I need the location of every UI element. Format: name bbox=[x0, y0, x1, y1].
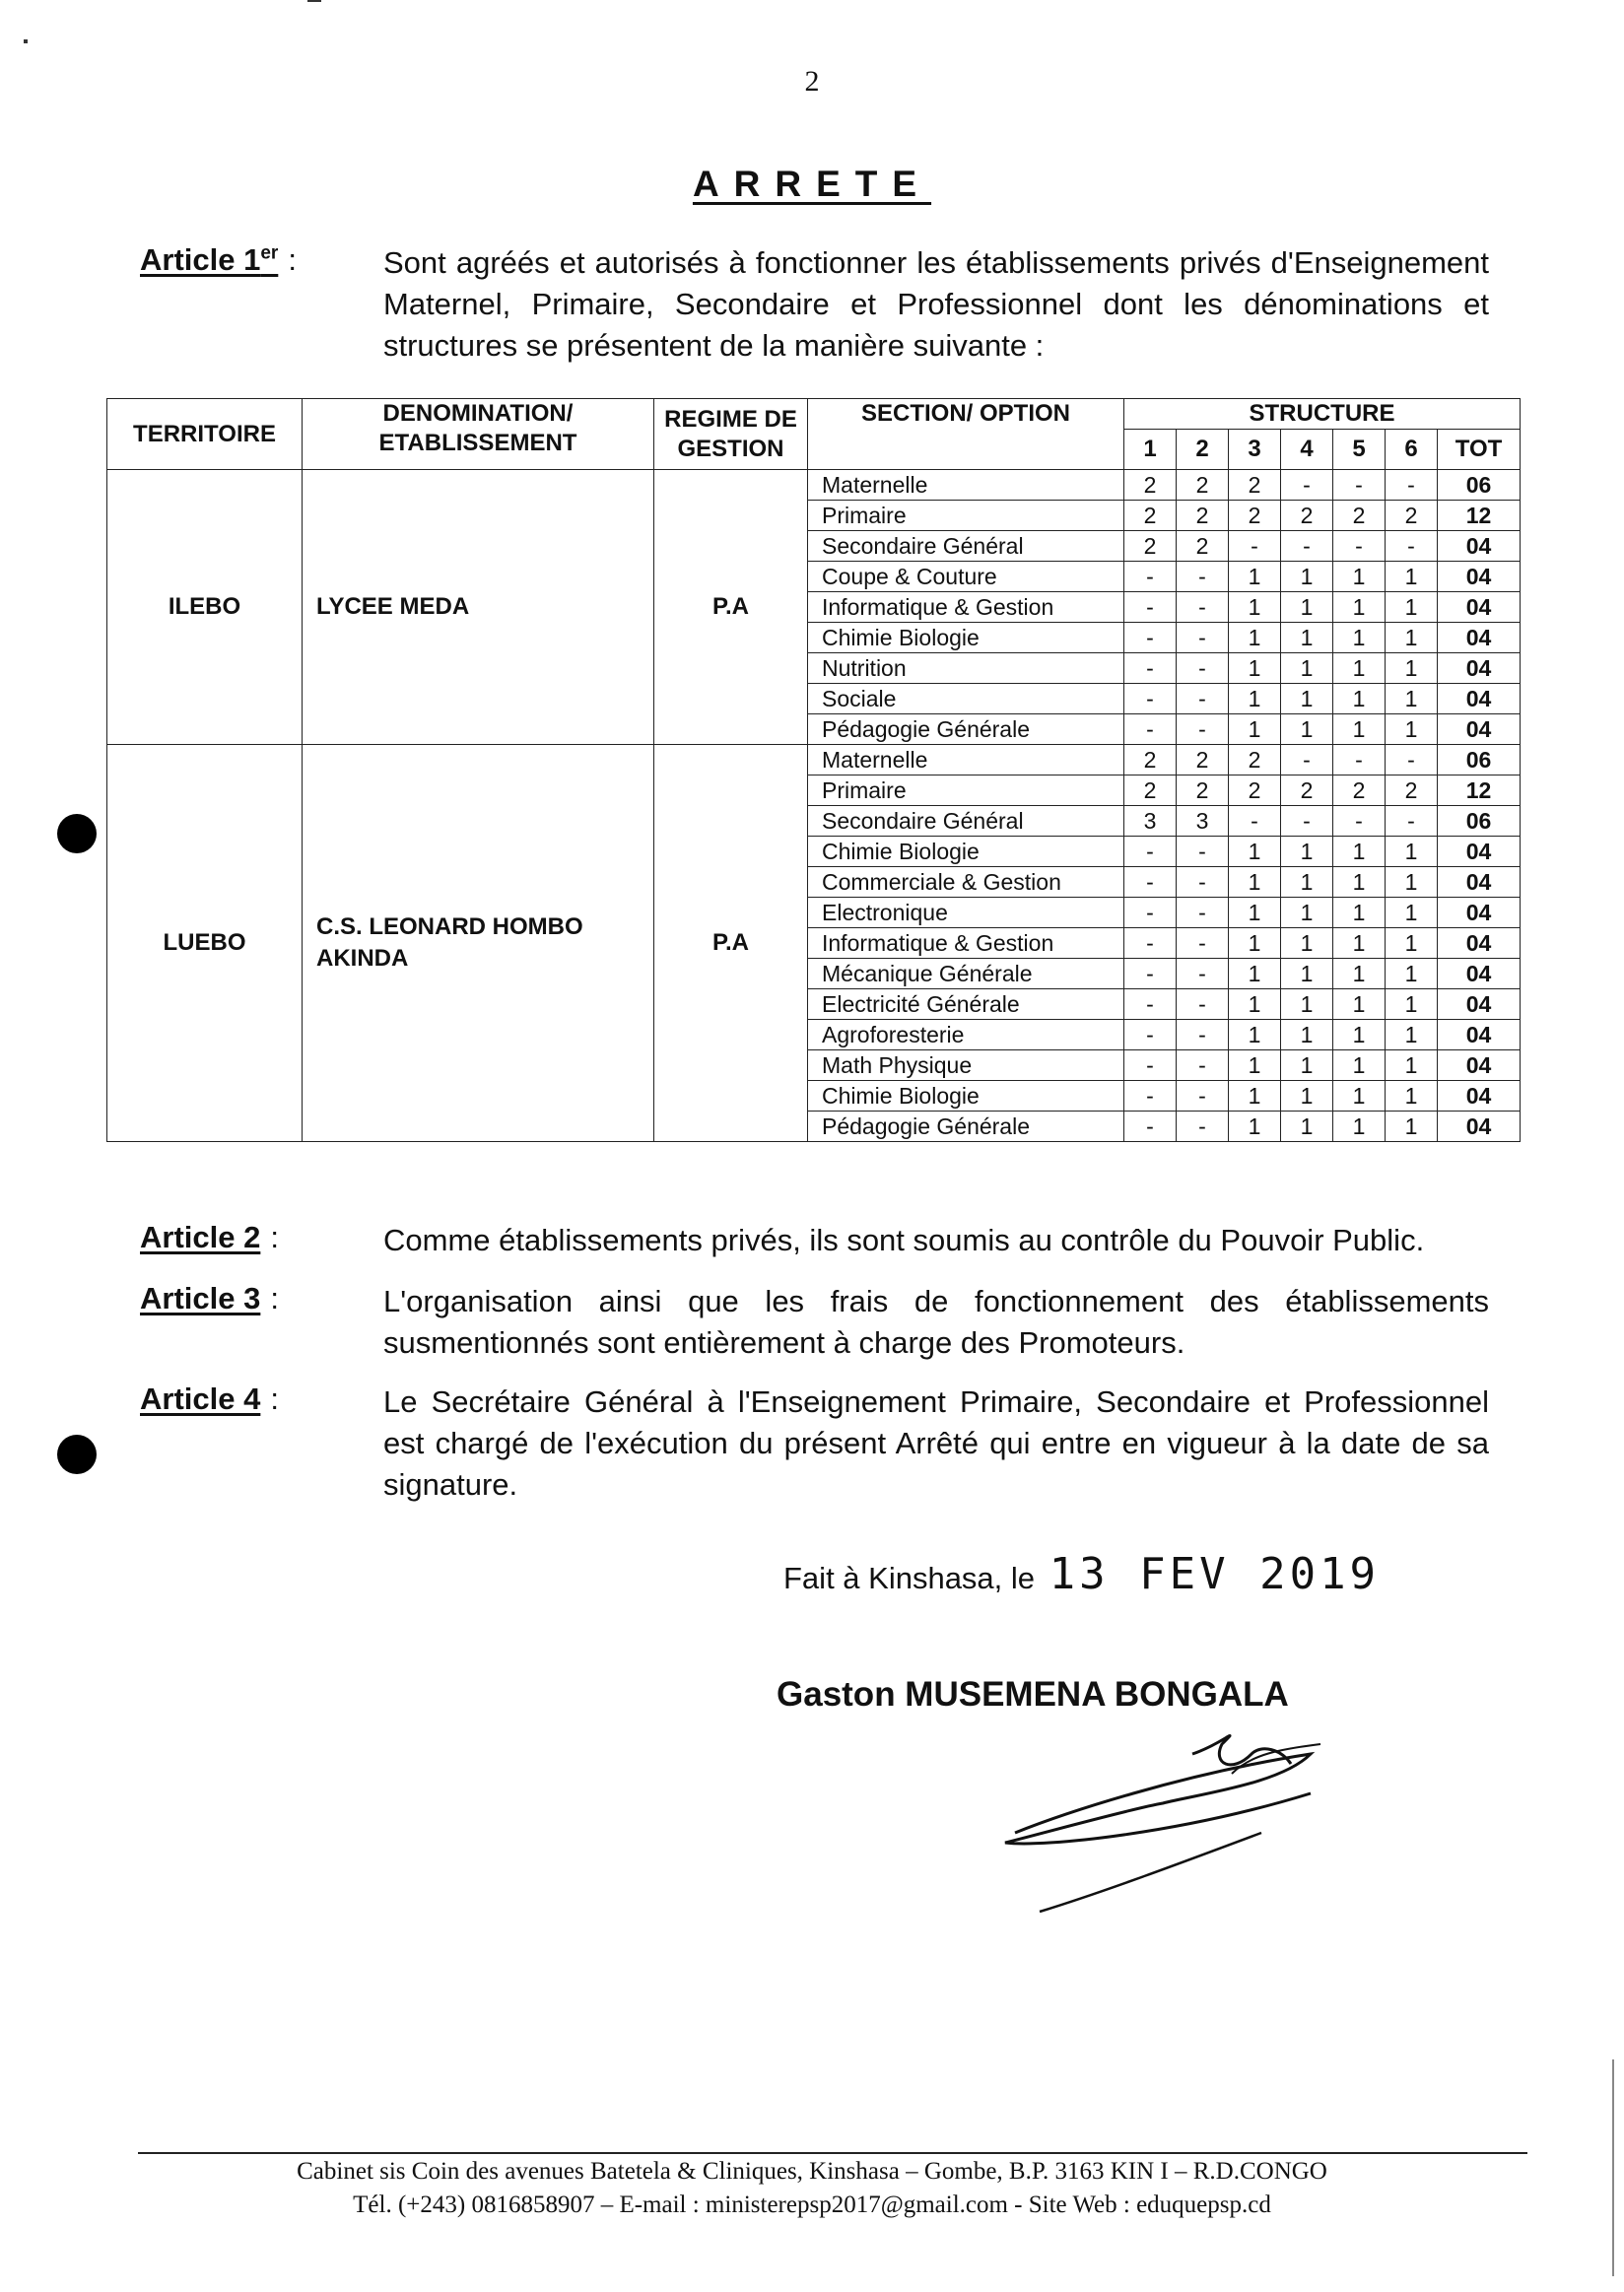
structure-cell-2: 2 bbox=[1177, 531, 1229, 562]
structure-cell-3: 1 bbox=[1229, 653, 1281, 684]
structure-cell-1: 2 bbox=[1124, 470, 1177, 501]
header-denomination: DENOMINATION/ ETABLISSEMENT bbox=[303, 399, 654, 470]
closing-place: Fait à Kinshasa, le bbox=[783, 1561, 1036, 1595]
punch-hole-mark bbox=[57, 1435, 97, 1474]
article-2-label-text: Article 2 bbox=[140, 1220, 261, 1254]
structure-cell-6: - bbox=[1386, 745, 1438, 775]
option-cell: Informatique & Gestion bbox=[808, 592, 1124, 623]
structure-cell-4: 1 bbox=[1281, 1081, 1333, 1112]
structure-cell-5: 1 bbox=[1333, 1020, 1386, 1050]
structure-cell-3: 1 bbox=[1229, 867, 1281, 898]
structure-cell-5: 1 bbox=[1333, 592, 1386, 623]
total-cell: 06 bbox=[1438, 806, 1521, 837]
structure-cell-1: 2 bbox=[1124, 745, 1177, 775]
structure-cell-1: 2 bbox=[1124, 775, 1177, 806]
structure-cell-4: 1 bbox=[1281, 562, 1333, 592]
structure-cell-4: - bbox=[1281, 806, 1333, 837]
structure-cell-5: - bbox=[1333, 745, 1386, 775]
structure-cell-2: - bbox=[1177, 714, 1229, 745]
structure-cell-1: - bbox=[1124, 1020, 1177, 1050]
structure-cell-4: 2 bbox=[1281, 501, 1333, 531]
total-cell: 04 bbox=[1438, 898, 1521, 928]
article-3-label bbox=[140, 1281, 279, 1316]
structure-cell-4: 1 bbox=[1281, 837, 1333, 867]
structure-cell-6: 1 bbox=[1386, 1020, 1438, 1050]
denomination-cell: LYCEE MEDA bbox=[303, 470, 654, 745]
option-cell: Maternelle bbox=[808, 745, 1124, 775]
total-cell: 04 bbox=[1438, 1050, 1521, 1081]
article-3-text: L'organisation ainsi que les frais de fonctionnement des établissements susmentionnés sont entièrement à charge des Promoteurs. bbox=[383, 1284, 1489, 1360]
structure-cell-5: 1 bbox=[1333, 928, 1386, 959]
header-col-2: 2 bbox=[1177, 430, 1229, 470]
structure-cell-6: 1 bbox=[1386, 928, 1438, 959]
structure-cell-4: 1 bbox=[1281, 714, 1333, 745]
article-2-label bbox=[140, 1220, 279, 1255]
structure-cell-1: - bbox=[1124, 989, 1177, 1020]
structure-cell-1: - bbox=[1124, 653, 1177, 684]
structure-cell-4: - bbox=[1281, 531, 1333, 562]
structure-cell-2: - bbox=[1177, 592, 1229, 623]
structure-table-body bbox=[107, 470, 1521, 1142]
signer-name: Gaston MUSEMENA BONGALA bbox=[777, 1675, 1289, 1714]
structure-cell-1: - bbox=[1124, 1081, 1177, 1112]
structure-cell-2: - bbox=[1177, 837, 1229, 867]
structure-cell-3: 2 bbox=[1229, 775, 1281, 806]
article-2-text: Comme établissements privés, ils sont soumis au contrôle du Pouvoir Public. bbox=[383, 1223, 1425, 1257]
structure-cell-6: 1 bbox=[1386, 1112, 1438, 1142]
structure-cell-4: 1 bbox=[1281, 623, 1333, 653]
structure-cell-6: 1 bbox=[1386, 592, 1438, 623]
header-regime: REGIME DE GESTION bbox=[654, 399, 808, 470]
structure-cell-1: - bbox=[1124, 898, 1177, 928]
scan-speck bbox=[24, 39, 28, 43]
table-row bbox=[107, 745, 1521, 775]
structure-cell-1: - bbox=[1124, 867, 1177, 898]
total-cell: 04 bbox=[1438, 1081, 1521, 1112]
option-cell: Primaire bbox=[808, 775, 1124, 806]
option-cell: Maternelle bbox=[808, 470, 1124, 501]
structure-cell-2: - bbox=[1177, 1112, 1229, 1142]
territoire-cell: ILEBO bbox=[107, 470, 303, 745]
structure-cell-1: - bbox=[1124, 1112, 1177, 1142]
option-cell: Electricité Générale bbox=[808, 989, 1124, 1020]
structure-cell-4: 1 bbox=[1281, 928, 1333, 959]
structure-cell-5: 1 bbox=[1333, 1050, 1386, 1081]
total-cell: 04 bbox=[1438, 531, 1521, 562]
structure-cell-3: 1 bbox=[1229, 898, 1281, 928]
article-4-label-text: Article 4 bbox=[140, 1382, 261, 1416]
structure-cell-6: - bbox=[1386, 470, 1438, 501]
structure-cell-1: - bbox=[1124, 592, 1177, 623]
handwritten-signature bbox=[985, 1715, 1360, 1931]
total-cell: 06 bbox=[1438, 470, 1521, 501]
header-col-4: 4 bbox=[1281, 430, 1333, 470]
structure-cell-2: - bbox=[1177, 989, 1229, 1020]
structure-cell-4: 1 bbox=[1281, 653, 1333, 684]
total-cell: 04 bbox=[1438, 867, 1521, 898]
structure-cell-3: 1 bbox=[1229, 1050, 1281, 1081]
article-4-colon: : bbox=[270, 1382, 279, 1416]
structure-cell-5: 1 bbox=[1333, 562, 1386, 592]
structure-cell-5: 1 bbox=[1333, 898, 1386, 928]
option-cell: Pédagogie Générale bbox=[808, 1112, 1124, 1142]
structure-cell-3: 1 bbox=[1229, 959, 1281, 989]
structure-table-wrapper bbox=[106, 398, 1520, 1142]
header-col-3: 3 bbox=[1229, 430, 1281, 470]
structure-cell-2: - bbox=[1177, 1050, 1229, 1081]
structure-cell-5: - bbox=[1333, 806, 1386, 837]
option-cell: Chimie Biologie bbox=[808, 837, 1124, 867]
total-cell: 04 bbox=[1438, 562, 1521, 592]
article-2-colon: : bbox=[270, 1220, 279, 1254]
structure-cell-4: 2 bbox=[1281, 775, 1333, 806]
structure-cell-1: 2 bbox=[1124, 531, 1177, 562]
structure-cell-3: 1 bbox=[1229, 684, 1281, 714]
structure-cell-1: 2 bbox=[1124, 501, 1177, 531]
structure-cell-4: 1 bbox=[1281, 1112, 1333, 1142]
title-text: ARRETE bbox=[692, 164, 932, 204]
option-cell: Commerciale & Gestion bbox=[808, 867, 1124, 898]
structure-cell-3: 1 bbox=[1229, 623, 1281, 653]
total-cell: 04 bbox=[1438, 592, 1521, 623]
article-1-label-text: Article 1 bbox=[140, 242, 261, 277]
structure-cell-2: - bbox=[1177, 867, 1229, 898]
structure-cell-6: 2 bbox=[1386, 501, 1438, 531]
structure-cell-2: - bbox=[1177, 898, 1229, 928]
structure-cell-4: 1 bbox=[1281, 867, 1333, 898]
total-cell: 04 bbox=[1438, 928, 1521, 959]
option-cell: Sociale bbox=[808, 684, 1124, 714]
structure-cell-3: 1 bbox=[1229, 1081, 1281, 1112]
structure-cell-3: 1 bbox=[1229, 1112, 1281, 1142]
structure-cell-4: - bbox=[1281, 745, 1333, 775]
structure-cell-6: 1 bbox=[1386, 562, 1438, 592]
total-cell: 04 bbox=[1438, 623, 1521, 653]
option-cell: Chimie Biologie bbox=[808, 623, 1124, 653]
closing-line bbox=[783, 1549, 1380, 1599]
total-cell: 04 bbox=[1438, 989, 1521, 1020]
option-cell: Primaire bbox=[808, 501, 1124, 531]
structure-cell-5: - bbox=[1333, 531, 1386, 562]
option-cell: Mécanique Générale bbox=[808, 959, 1124, 989]
total-cell: 04 bbox=[1438, 959, 1521, 989]
structure-cell-3: 1 bbox=[1229, 837, 1281, 867]
structure-cell-2: - bbox=[1177, 623, 1229, 653]
option-cell: Coupe & Couture bbox=[808, 562, 1124, 592]
structure-cell-4: 1 bbox=[1281, 959, 1333, 989]
structure-cell-5: 2 bbox=[1333, 775, 1386, 806]
structure-cell-5: 1 bbox=[1333, 653, 1386, 684]
structure-cell-1: - bbox=[1124, 684, 1177, 714]
structure-cell-6: 1 bbox=[1386, 623, 1438, 653]
structure-cell-2: - bbox=[1177, 653, 1229, 684]
total-cell: 06 bbox=[1438, 745, 1521, 775]
structure-cell-1: - bbox=[1124, 928, 1177, 959]
header-structure: STRUCTURE bbox=[1124, 399, 1521, 430]
structure-cell-5: 2 bbox=[1333, 501, 1386, 531]
regime-cell: P.A bbox=[654, 745, 808, 1142]
structure-cell-2: - bbox=[1177, 562, 1229, 592]
structure-cell-5: 1 bbox=[1333, 959, 1386, 989]
article-1-text: Sont agréés et autorisés à fonctionner les établissements privés d'Enseignement Maternel, Primaire, Secondaire et Professionnel dont les dénominations et structures se présentent de la manière suivante : bbox=[383, 245, 1489, 363]
structure-cell-6: 2 bbox=[1386, 775, 1438, 806]
structure-cell-4: 1 bbox=[1281, 684, 1333, 714]
article-4-text: Le Secrétaire Général à l'Enseignement Primaire, Secondaire et Professionnel est chargé de l'exécution du présent Arrêté qui entre en vigueur à la date de sa signature. bbox=[383, 1384, 1489, 1502]
structure-cell-4: - bbox=[1281, 470, 1333, 501]
option-cell: Secondaire Général bbox=[808, 531, 1124, 562]
footer-contact: Tél. (+243) 0816858907 – E-mail : ministerepsp2017@gmail.com - Site Web : eduquepsp.cd bbox=[353, 2191, 1271, 2218]
structure-cell-5: 1 bbox=[1333, 989, 1386, 1020]
structure-cell-2: - bbox=[1177, 1081, 1229, 1112]
total-cell: 04 bbox=[1438, 714, 1521, 745]
structure-cell-1: - bbox=[1124, 837, 1177, 867]
header-section: SECTION/ OPTION bbox=[808, 399, 1124, 470]
total-cell: 04 bbox=[1438, 653, 1521, 684]
footer-address: Cabinet sis Coin des avenues Batetela & Cliniques, Kinshasa – Gombe, B.P. 3163 KIN I – R.D.CONGO bbox=[297, 2158, 1327, 2185]
structure-cell-5: 1 bbox=[1333, 714, 1386, 745]
option-cell: Nutrition bbox=[808, 653, 1124, 684]
structure-cell-2: 2 bbox=[1177, 501, 1229, 531]
structure-table bbox=[106, 398, 1521, 1142]
structure-cell-6: - bbox=[1386, 806, 1438, 837]
total-cell: 12 bbox=[1438, 775, 1521, 806]
document-title bbox=[0, 164, 1624, 205]
option-cell: Pédagogie Générale bbox=[808, 714, 1124, 745]
structure-cell-2: 3 bbox=[1177, 806, 1229, 837]
structure-cell-5: 1 bbox=[1333, 867, 1386, 898]
structure-cell-1: - bbox=[1124, 1050, 1177, 1081]
structure-cell-3: - bbox=[1229, 806, 1281, 837]
structure-cell-6: 1 bbox=[1386, 867, 1438, 898]
total-cell: 04 bbox=[1438, 684, 1521, 714]
punch-hole-mark bbox=[57, 814, 97, 853]
header-col-6: 6 bbox=[1386, 430, 1438, 470]
total-cell: 04 bbox=[1438, 1112, 1521, 1142]
structure-cell-2: - bbox=[1177, 684, 1229, 714]
structure-cell-6: 1 bbox=[1386, 684, 1438, 714]
option-cell: Chimie Biologie bbox=[808, 1081, 1124, 1112]
total-cell: 04 bbox=[1438, 1020, 1521, 1050]
structure-cell-5: - bbox=[1333, 470, 1386, 501]
option-cell: Electronique bbox=[808, 898, 1124, 928]
structure-cell-2: 2 bbox=[1177, 470, 1229, 501]
structure-cell-6: 1 bbox=[1386, 959, 1438, 989]
scan-speck bbox=[307, 0, 321, 2]
territoire-cell: LUEBO bbox=[107, 745, 303, 1142]
scan-edge-line bbox=[1612, 2059, 1614, 2276]
structure-cell-1: - bbox=[1124, 959, 1177, 989]
structure-cell-1: - bbox=[1124, 623, 1177, 653]
header-territoire: TERRITOIRE bbox=[107, 399, 303, 470]
structure-cell-3: 1 bbox=[1229, 1020, 1281, 1050]
structure-cell-5: 1 bbox=[1333, 684, 1386, 714]
regime-cell: P.A bbox=[654, 470, 808, 745]
structure-cell-6: 1 bbox=[1386, 1081, 1438, 1112]
structure-cell-3: 2 bbox=[1229, 470, 1281, 501]
total-cell: 04 bbox=[1438, 837, 1521, 867]
structure-cell-3: 1 bbox=[1229, 592, 1281, 623]
structure-cell-4: 1 bbox=[1281, 592, 1333, 623]
structure-cell-2: - bbox=[1177, 1020, 1229, 1050]
structure-cell-4: 1 bbox=[1281, 989, 1333, 1020]
structure-cell-6: 1 bbox=[1386, 989, 1438, 1020]
page-number: 2 bbox=[804, 65, 820, 98]
structure-cell-1: - bbox=[1124, 562, 1177, 592]
structure-cell-4: 1 bbox=[1281, 1050, 1333, 1081]
structure-cell-6: 1 bbox=[1386, 714, 1438, 745]
option-cell: Informatique & Gestion bbox=[808, 928, 1124, 959]
structure-cell-5: 1 bbox=[1333, 837, 1386, 867]
article-1-colon: : bbox=[288, 242, 297, 277]
structure-cell-1: - bbox=[1124, 714, 1177, 745]
structure-cell-6: - bbox=[1386, 531, 1438, 562]
structure-cell-3: - bbox=[1229, 531, 1281, 562]
structure-cell-5: 1 bbox=[1333, 1112, 1386, 1142]
structure-cell-2: 2 bbox=[1177, 745, 1229, 775]
structure-cell-4: 1 bbox=[1281, 898, 1333, 928]
structure-cell-4: 1 bbox=[1281, 1020, 1333, 1050]
structure-cell-3: 2 bbox=[1229, 745, 1281, 775]
structure-cell-5: 1 bbox=[1333, 1081, 1386, 1112]
header-col-5: 5 bbox=[1333, 430, 1386, 470]
structure-cell-5: 1 bbox=[1333, 623, 1386, 653]
article-3-label-text: Article 3 bbox=[140, 1281, 261, 1315]
option-cell: Math Physique bbox=[808, 1050, 1124, 1081]
structure-cell-6: 1 bbox=[1386, 653, 1438, 684]
date-stamp: 13 FEV 2019 bbox=[1049, 1549, 1381, 1599]
option-cell: Agroforesterie bbox=[808, 1020, 1124, 1050]
structure-cell-2: - bbox=[1177, 928, 1229, 959]
structure-cell-3: 1 bbox=[1229, 714, 1281, 745]
structure-cell-3: 1 bbox=[1229, 562, 1281, 592]
total-cell: 12 bbox=[1438, 501, 1521, 531]
article-1-superscript: er bbox=[260, 242, 279, 264]
article-1-label bbox=[140, 242, 297, 278]
footer-divider bbox=[138, 2152, 1527, 2154]
structure-cell-3: 2 bbox=[1229, 501, 1281, 531]
table-row bbox=[107, 470, 1521, 501]
structure-cell-6: 1 bbox=[1386, 1050, 1438, 1081]
structure-cell-6: 1 bbox=[1386, 898, 1438, 928]
article-4-label bbox=[140, 1382, 279, 1417]
structure-cell-3: 1 bbox=[1229, 928, 1281, 959]
structure-cell-2: 2 bbox=[1177, 775, 1229, 806]
header-col-1: 1 bbox=[1124, 430, 1177, 470]
structure-cell-6: 1 bbox=[1386, 837, 1438, 867]
structure-cell-1: 3 bbox=[1124, 806, 1177, 837]
option-cell: Secondaire Général bbox=[808, 806, 1124, 837]
article-3-colon: : bbox=[270, 1281, 279, 1315]
structure-cell-3: 1 bbox=[1229, 989, 1281, 1020]
denomination-cell: C.S. LEONARD HOMBO AKINDA bbox=[303, 745, 654, 1142]
header-col-tot: TOT bbox=[1438, 430, 1521, 470]
structure-cell-2: - bbox=[1177, 959, 1229, 989]
